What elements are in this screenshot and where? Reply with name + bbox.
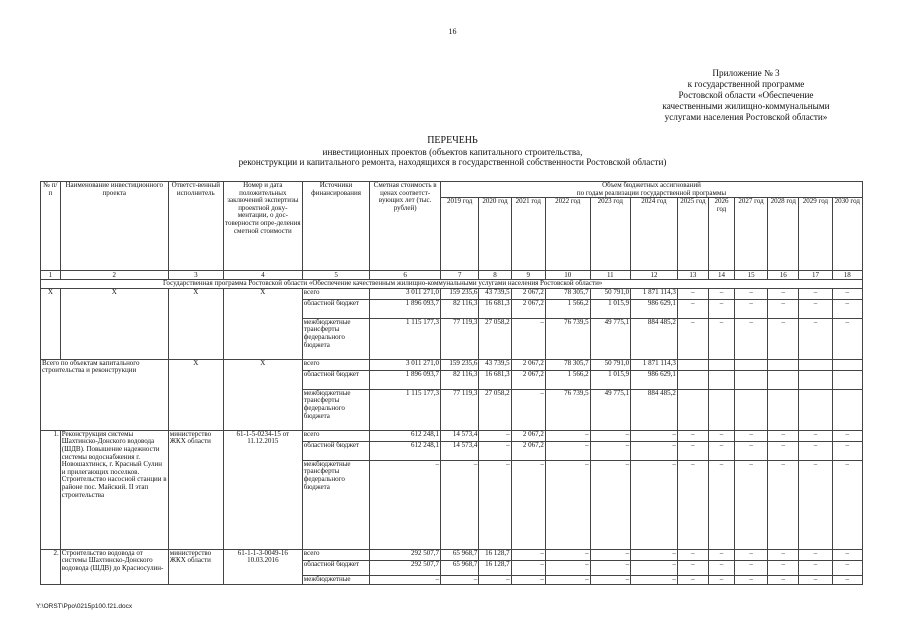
year-value: – — [479, 441, 511, 460]
row-expertise: 61-1-1-3-0049-16 10.03.2016 — [223, 549, 302, 584]
year-value: – — [590, 560, 631, 575]
funding-source: межбюджетные — [302, 575, 370, 584]
year-value: – — [677, 441, 708, 460]
year-value: – — [590, 460, 631, 549]
column-number: 12 — [631, 271, 678, 280]
year-value: – — [440, 575, 478, 584]
column-number: 4 — [223, 271, 302, 280]
header-num: № п/п — [41, 182, 61, 271]
row-name: X — [60, 288, 168, 359]
year-value: – — [440, 460, 478, 549]
year-value: – — [708, 460, 734, 549]
year-value: – — [734, 318, 767, 359]
year-value: – — [768, 299, 799, 318]
row-name: Реконструкция системы Шахтинско-Донского водовода (ШДВ). Повышение надежности системы водоснабжения г. Новошахтинск, г. Красный Сулин и прилегающих поселков. Строительство насосной станции в районе пос. Майский. II этап строительства — [60, 430, 168, 549]
year-value: – — [832, 299, 862, 318]
year-value: – — [734, 549, 767, 560]
year-value: 16 128,7 — [479, 560, 511, 575]
year-value: 49 775,1 — [590, 389, 631, 430]
row-expertise: X — [223, 288, 302, 359]
year-value: – — [708, 299, 734, 318]
year-value: – — [768, 318, 799, 359]
year-value: 1 871 114,3 — [631, 288, 678, 299]
estimated-cost: – — [370, 575, 441, 584]
year-value: – — [677, 430, 708, 441]
year-value: – — [479, 460, 511, 549]
estimated-cost: 292 507,7 — [370, 549, 441, 560]
table-row — [41, 549, 863, 560]
year-value: – — [768, 549, 799, 560]
header-year: 2023 год — [590, 198, 631, 271]
year-value: 1 566,2 — [545, 370, 590, 389]
year-value: – — [631, 441, 678, 460]
year-value: 78 305,7 — [545, 359, 590, 370]
year-value: – — [511, 389, 545, 430]
year-value: 2 067,2 — [511, 441, 545, 460]
year-value: – — [768, 288, 799, 299]
year-value: – — [708, 430, 734, 441]
row-name: Всего по объектам капитального строительства и реконструкции — [41, 359, 169, 430]
year-value: – — [708, 575, 734, 584]
year-value: – — [511, 460, 545, 549]
year-value — [799, 359, 832, 370]
column-number: 6 — [370, 271, 441, 280]
year-value: 76 739,5 — [545, 318, 590, 359]
year-value — [734, 359, 767, 370]
year-value: – — [631, 575, 678, 584]
year-value — [768, 359, 799, 370]
funding-source: всего — [302, 288, 370, 299]
year-value: 884 485,2 — [631, 389, 678, 430]
header-year: 2022 год — [545, 198, 590, 271]
row-name: Строительство водовода от системы Шахтинско-Донского водовода (ШДВ) до Красносулин- — [60, 549, 168, 584]
year-value — [799, 370, 832, 389]
year-value: – — [799, 288, 832, 299]
year-value: – — [545, 575, 590, 584]
estimated-cost: 3 011 271,0 — [370, 359, 441, 370]
year-value: – — [832, 560, 862, 575]
year-value: – — [677, 299, 708, 318]
year-value: 2 067,2 — [511, 359, 545, 370]
header-name: Наименование инвестиционного проекта — [60, 182, 168, 271]
year-value — [768, 370, 799, 389]
year-value: – — [545, 460, 590, 549]
year-value: – — [799, 299, 832, 318]
year-value: – — [677, 575, 708, 584]
year-value — [734, 370, 767, 389]
row-expertise: X — [223, 359, 302, 430]
year-value: – — [708, 549, 734, 560]
file-path: Y:\ORST\Ppo\0215p100.f21.docx — [36, 603, 133, 610]
investment-projects-table — [40, 181, 863, 585]
year-value: 14 573,4 — [440, 441, 478, 460]
row-number: 2. — [41, 549, 61, 584]
row-executor: министерство ЖКХ области — [168, 549, 223, 584]
year-value: 2 067,2 — [511, 288, 545, 299]
year-value: 1 015,9 — [590, 370, 631, 389]
year-value: – — [734, 560, 767, 575]
year-value: – — [590, 441, 631, 460]
appendix-line: качественными жилищно-коммунальными — [662, 101, 830, 111]
year-value: – — [708, 560, 734, 575]
header-volume-line: Объем бюджетных ассигнований — [602, 181, 701, 189]
year-value: 50 791,0 — [590, 359, 631, 370]
column-number: 11 — [590, 271, 631, 280]
year-value: – — [734, 299, 767, 318]
estimated-cost: 1 115 177,3 — [370, 318, 441, 359]
year-value: 77 119,3 — [440, 318, 478, 359]
year-value: – — [832, 460, 862, 549]
column-number: 18 — [832, 271, 862, 280]
year-value: – — [832, 288, 862, 299]
year-value: – — [708, 318, 734, 359]
year-value: – — [734, 441, 767, 460]
document-subtitle-line: инвестиционных проектов (объектов капитального строительства, — [322, 146, 583, 157]
row-executor: X — [168, 359, 223, 430]
page-number: 16 — [448, 27, 457, 36]
year-value: – — [479, 430, 511, 441]
year-value: – — [631, 460, 678, 549]
year-value: – — [545, 430, 590, 441]
year-value: 986 629,1 — [631, 370, 678, 389]
year-value: 49 775,1 — [590, 318, 631, 359]
header-year: 2026 год — [708, 198, 734, 271]
header-year: 2021 год — [511, 198, 545, 271]
appendix-block — [631, 68, 861, 123]
year-value: – — [768, 430, 799, 441]
year-value — [799, 389, 832, 430]
year-value — [708, 359, 734, 370]
column-number: 5 — [302, 271, 370, 280]
estimated-cost: 3 011 271,0 — [370, 288, 441, 299]
year-value: – — [590, 575, 631, 584]
year-value: 78 305,7 — [545, 288, 590, 299]
year-value — [677, 359, 708, 370]
header-year: 2028 год — [768, 198, 799, 271]
year-value: – — [734, 288, 767, 299]
estimated-cost: 612 248,1 — [370, 441, 441, 460]
estimated-cost: 292 507,7 — [370, 560, 441, 575]
year-value: 65 968,7 — [440, 549, 478, 560]
estimated-cost: 1 896 093,7 — [370, 299, 441, 318]
year-value: 50 791,0 — [590, 288, 631, 299]
funding-source: межбюджетные трансферты федерального бюджета — [302, 389, 370, 430]
document-title: ПЕРЕЧЕНЬ — [427, 135, 478, 146]
row-number: X — [41, 288, 61, 359]
year-value: – — [590, 430, 631, 441]
year-value: – — [677, 560, 708, 575]
year-value — [768, 389, 799, 430]
year-value: 159 235,6 — [440, 359, 478, 370]
year-value: 43 739,5 — [479, 359, 511, 370]
year-value — [832, 389, 862, 430]
header-sources: Источники финансирования — [302, 182, 370, 271]
column-number: 16 — [768, 271, 799, 280]
year-value — [708, 370, 734, 389]
year-value: 884 485,2 — [631, 318, 678, 359]
column-number: 7 — [440, 271, 478, 280]
column-number: 3 — [168, 271, 223, 280]
year-value: – — [734, 430, 767, 441]
funding-source: межбюджетные трансферты федерального бюджета — [302, 460, 370, 549]
year-value: 27 058,2 — [479, 318, 511, 359]
year-value: 76 739,5 — [545, 389, 590, 430]
column-number: 17 — [799, 271, 832, 280]
header-year: 2024 год — [631, 198, 678, 271]
year-value: – — [708, 288, 734, 299]
year-value — [677, 370, 708, 389]
document-heading — [0, 136, 905, 168]
year-value: – — [631, 549, 678, 560]
year-value — [677, 389, 708, 430]
year-value — [708, 389, 734, 430]
year-value: – — [768, 560, 799, 575]
year-value: – — [734, 460, 767, 549]
header-volume — [440, 182, 862, 198]
year-value: 1 871 114,3 — [631, 359, 678, 370]
header-executor: Ответст-венный исполнитель — [168, 182, 223, 271]
year-value: – — [708, 441, 734, 460]
header-year: 2019 год — [440, 198, 478, 271]
header-volume-line: по годам реализации государственной программы — [576, 188, 727, 197]
year-value: 65 968,7 — [440, 560, 478, 575]
funding-source: всего — [302, 549, 370, 560]
funding-source: областной бюджет — [302, 370, 370, 389]
document-subtitle-line: реконструкции и капитального ремонта, находящихся в государственной собственности Ростовской области) — [238, 157, 667, 167]
year-value: – — [832, 318, 862, 359]
year-value: – — [511, 575, 545, 584]
year-value: 1 566,2 — [545, 299, 590, 318]
year-value: 1 015,9 — [590, 299, 631, 318]
header-year: 2025 год — [677, 198, 708, 271]
year-value: – — [511, 560, 545, 575]
funding-source: всего — [302, 430, 370, 441]
year-value: – — [511, 549, 545, 560]
year-value: – — [799, 430, 832, 441]
funding-source: межбюджетные трансферты федерального бюджета — [302, 318, 370, 359]
estimated-cost: – — [370, 460, 441, 549]
row-expertise: 61-1-5-0234-15 от 11.12.2015 — [223, 430, 302, 549]
column-number: 13 — [677, 271, 708, 280]
row-number: 1. — [41, 430, 61, 549]
year-value: – — [799, 549, 832, 560]
year-value: – — [799, 460, 832, 549]
column-number: 15 — [734, 271, 767, 280]
year-value: – — [511, 318, 545, 359]
year-value: – — [545, 560, 590, 575]
funding-source: областной бюджет — [302, 441, 370, 460]
year-value: 82 116,3 — [440, 370, 478, 389]
year-value: – — [799, 560, 832, 575]
year-value: – — [768, 441, 799, 460]
program-row: Государственная программа Ростовской области «Обеспечение качественным жилищно-коммунальными услугами населения Ростовской области» — [41, 280, 863, 289]
year-value: – — [799, 441, 832, 460]
year-value: 2 067,2 — [511, 299, 545, 318]
year-value: – — [832, 430, 862, 441]
year-value: – — [677, 549, 708, 560]
table-row — [41, 430, 863, 441]
year-value — [832, 359, 862, 370]
column-number: 1 — [41, 271, 61, 280]
year-value — [832, 370, 862, 389]
year-value: – — [545, 441, 590, 460]
appendix-line: услугами населения Ростовской области» — [664, 112, 828, 122]
year-value: – — [479, 575, 511, 584]
year-value: – — [832, 441, 862, 460]
header-year: 2020 год — [479, 198, 511, 271]
row-executor: X — [168, 288, 223, 359]
year-value: 16 128,7 — [479, 549, 511, 560]
year-value: 986 629,1 — [631, 299, 678, 318]
year-value: – — [832, 549, 862, 560]
year-value: 82 116,3 — [440, 299, 478, 318]
appendix-line: Приложение № 3 — [712, 68, 780, 78]
estimated-cost: 1 896 093,7 — [370, 370, 441, 389]
funding-source: всего — [302, 359, 370, 370]
year-value: 16 681,3 — [479, 299, 511, 318]
column-number: 8 — [479, 271, 511, 280]
year-value: – — [799, 318, 832, 359]
column-number: 9 — [511, 271, 545, 280]
header-expertise: Номер и дата положительных заключений экспертизы проектной доку-ментации, о дос-товерности опре-деления сметной стоимости — [223, 182, 302, 271]
year-value: 43 739,5 — [479, 288, 511, 299]
year-value: – — [631, 430, 678, 441]
year-value: – — [545, 549, 590, 560]
header-year: 2030 год — [832, 198, 862, 271]
year-value: – — [768, 575, 799, 584]
year-value: – — [832, 575, 862, 584]
year-value: – — [734, 575, 767, 584]
year-value: – — [590, 549, 631, 560]
table-row — [41, 288, 863, 299]
year-value: 159 235,6 — [440, 288, 478, 299]
funding-source: областной бюджет — [302, 299, 370, 318]
year-value: 2 067,2 — [511, 370, 545, 389]
column-number: 14 — [708, 271, 734, 280]
row-executor: министерство ЖКХ области — [168, 430, 223, 549]
appendix-line: к государственной программе — [687, 79, 805, 89]
column-number: 10 — [545, 271, 590, 280]
table-row — [41, 359, 863, 370]
estimated-cost: 1 115 177,3 — [370, 389, 441, 430]
column-number: 2 — [60, 271, 168, 280]
header-year: 2029 год — [799, 198, 832, 271]
header-year: 2027 год — [734, 198, 767, 271]
year-value: – — [799, 575, 832, 584]
year-value: – — [677, 318, 708, 359]
header-cost: Сметная стоимость в ценах соответст-вующих лет (тыс. рублей) — [370, 182, 441, 271]
year-value: 27 058,2 — [479, 389, 511, 430]
year-value: – — [677, 460, 708, 549]
year-value: 16 681,3 — [479, 370, 511, 389]
year-value: – — [631, 560, 678, 575]
year-value: – — [677, 288, 708, 299]
year-value: – — [768, 460, 799, 549]
funding-source: областной бюджет — [302, 560, 370, 575]
estimated-cost: 612 248,1 — [370, 430, 441, 441]
year-value: 2 067,2 — [511, 430, 545, 441]
year-value: 14 573,4 — [440, 430, 478, 441]
year-value — [734, 389, 767, 430]
appendix-line: Ростовской области «Обеспечение — [678, 90, 814, 100]
year-value: 77 119,3 — [440, 389, 478, 430]
